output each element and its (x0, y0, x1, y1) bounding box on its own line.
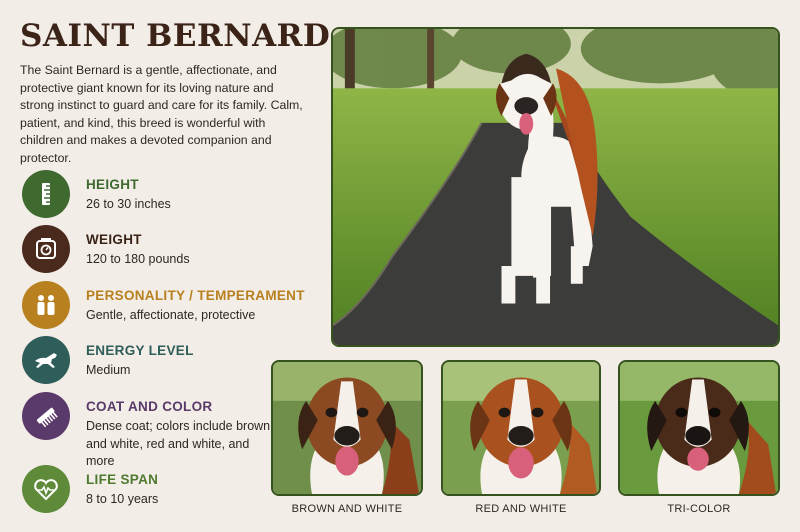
heart-pulse-icon (22, 465, 70, 513)
comb-icon (22, 392, 70, 440)
thumbnail-red-and-white (441, 360, 601, 496)
fact-label: ENERGY LEVEL (86, 343, 194, 358)
fact-label: PERSONALITY / TEMPERAMENT (86, 288, 305, 303)
fact-label: HEIGHT (86, 177, 139, 192)
fact-height (20, 169, 320, 225)
fact-label: WEIGHT (86, 232, 142, 247)
caption-red-and-white: RED AND WHITE (475, 503, 567, 515)
running-dog-icon (22, 336, 70, 384)
fact-weight (20, 224, 320, 280)
ruler-icon (22, 170, 70, 218)
scale-icon (22, 225, 70, 273)
fact-value: 120 to 180 pounds (86, 252, 190, 266)
thumbnail-brown-and-white (271, 360, 423, 496)
fact-personality (20, 280, 320, 336)
fact-value: 26 to 30 inches (86, 197, 171, 211)
intro-paragraph: The Saint Bernard is a gentle, affectionate, and protective giant known for its loving nature and strong instinct to guard and care for its family. Calm, patient, and kind, this breed is wonderful with children and makes a devoted companion and protector. (20, 63, 303, 165)
fact-value: Medium (86, 363, 131, 377)
fact-value: Gentle, affectionate, protective (86, 308, 256, 322)
caption-brown-and-white: BROWN AND WHITE (291, 503, 403, 515)
people-icon (22, 281, 70, 329)
thumbnail-tri-color (618, 360, 780, 496)
page-title: SAINT BERNARD (20, 18, 331, 54)
fact-value: Dense coat; colors include brown and white, red and white, and more (86, 419, 271, 468)
caption-tri-color: TRI-COLOR (667, 503, 731, 515)
fact-label: LIFE SPAN (86, 472, 159, 487)
fact-label: COAT AND COLOR (86, 399, 213, 414)
main-dog-photo (331, 27, 780, 347)
fact-value: 8 to 10 years (86, 492, 159, 506)
